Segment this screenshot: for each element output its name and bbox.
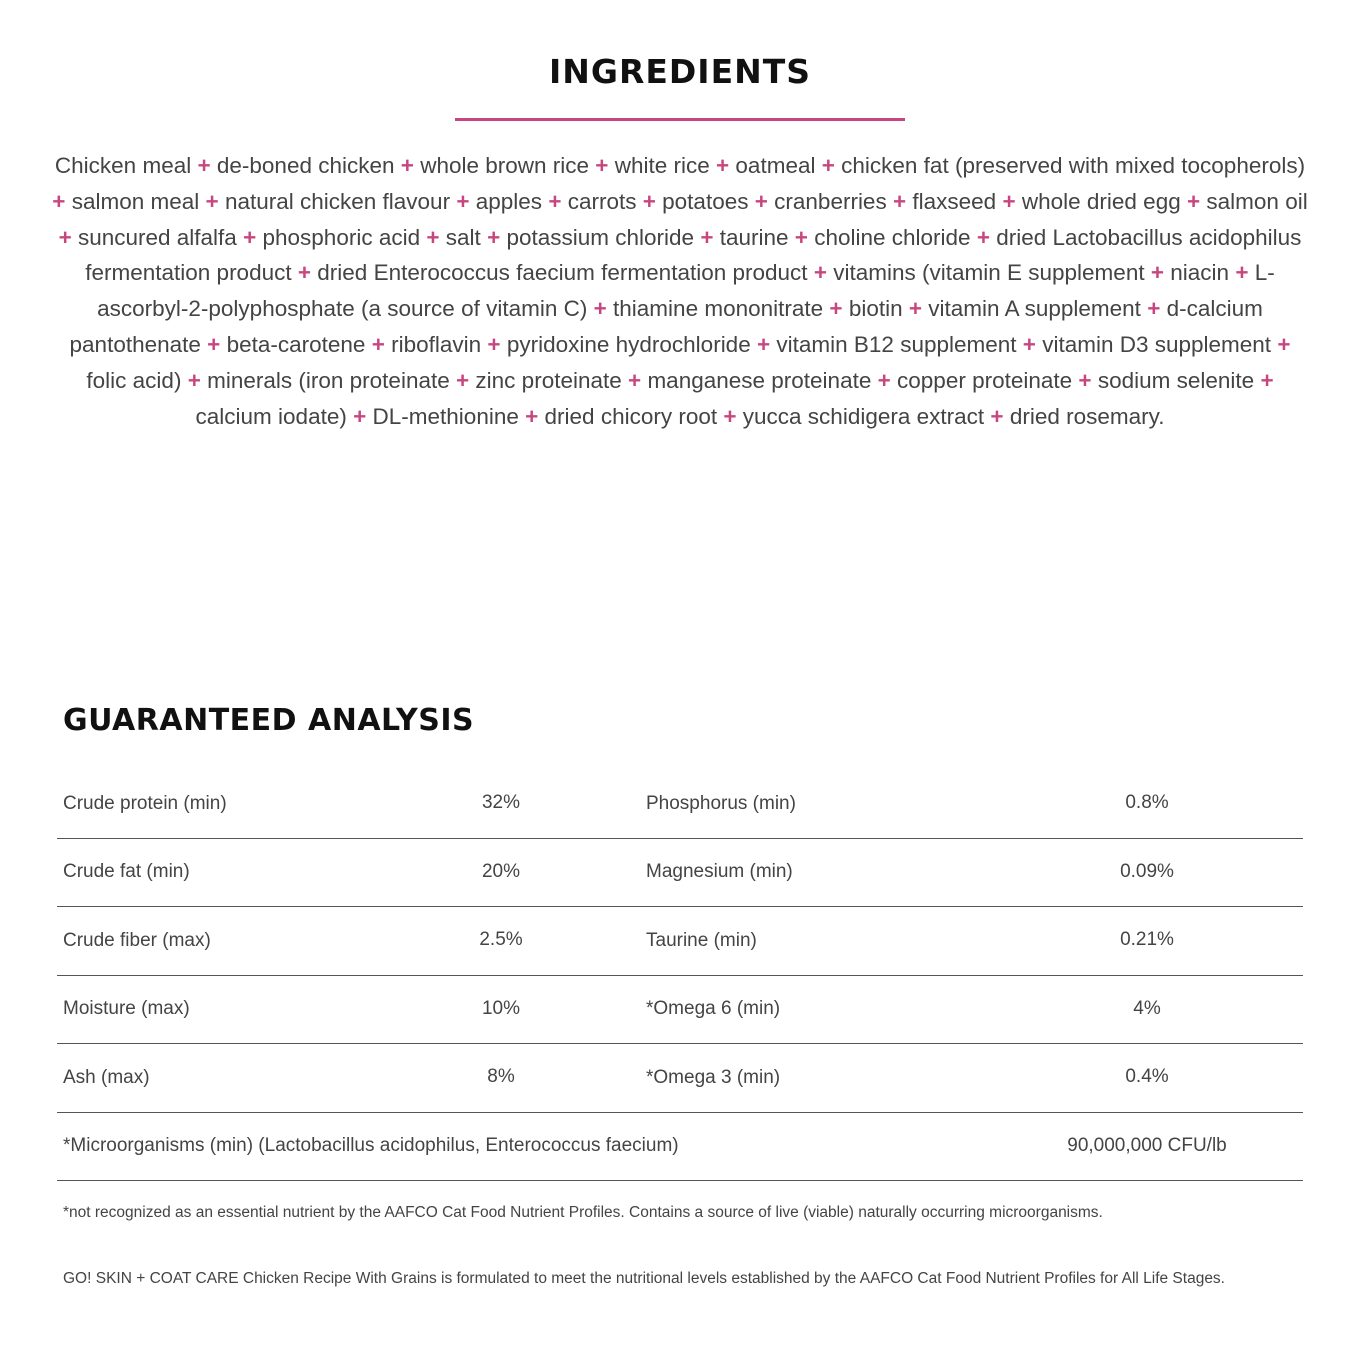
ingredient-item: natural chicken flavour xyxy=(224,188,451,214)
ingredient-item: salt xyxy=(445,224,481,250)
ingredient-item: vitamins (vitamin E supplement xyxy=(833,260,1145,286)
plus-separator: + xyxy=(426,224,440,250)
nutrient-value: 10% xyxy=(481,997,521,1019)
analysis-title: GUARANTEED ANALYSIS xyxy=(63,703,475,738)
ingredient-item: Chicken meal xyxy=(54,153,192,178)
plus-separator: + xyxy=(1002,188,1016,214)
nutrient-value: 8% xyxy=(487,1066,515,1088)
nutrient-value: 0.4% xyxy=(1125,1066,1169,1088)
nutrient-label: *Microorganisms (min) (Lactobacillus acidophilus, Enterococcus faecium) xyxy=(63,1135,679,1157)
ingredient-item: beta-carotene xyxy=(226,331,366,357)
ingredient-item: L-ascorbyl-2-polyphosphate (a source of vitamin C) xyxy=(97,260,1275,322)
nutrient-value: 4% xyxy=(1133,997,1161,1019)
plus-separator: + xyxy=(58,224,72,250)
table-row-microorganisms xyxy=(57,1113,1303,1182)
ingredient-item: vitamin A supplement xyxy=(928,296,1141,322)
ingredient-item: dried rosemary. xyxy=(1009,403,1165,429)
ingredient-item: whole dried egg xyxy=(1021,188,1181,214)
plus-separator: + xyxy=(628,367,642,393)
plus-separator: + xyxy=(297,260,312,286)
plus-separator: + xyxy=(716,153,730,178)
nutrient-value: 32% xyxy=(481,792,521,814)
nutrient-value: 0.09% xyxy=(1120,860,1174,882)
ingredient-item: calcium iodate) xyxy=(195,403,347,429)
plus-separator: + xyxy=(487,331,501,357)
plus-separator: + xyxy=(52,188,66,214)
table-row xyxy=(57,839,1303,908)
plus-separator: + xyxy=(892,188,907,214)
table-row xyxy=(57,770,1303,839)
nutrient-label: *Omega 6 (min) xyxy=(646,998,781,1020)
plus-separator: + xyxy=(456,367,470,393)
plus-separator: + xyxy=(1022,331,1036,357)
nutrient-label: Moisture (max) xyxy=(63,998,190,1020)
ingredient-item: dried chicory root xyxy=(544,403,718,429)
ingredient-item: dried Enterococcus faecium fermentation product xyxy=(317,260,808,286)
ingredient-item: minerals (iron proteinate xyxy=(207,367,450,393)
ingredient-item: phosphoric acid xyxy=(262,224,421,250)
plus-separator: + xyxy=(976,224,990,250)
nutrient-label: Magnesium (min) xyxy=(646,861,793,883)
ingredient-item: folic acid) xyxy=(86,367,182,393)
ingredient-item: white rice xyxy=(614,153,710,178)
plus-separator: + xyxy=(197,153,211,178)
ingredient-item: carrots xyxy=(567,188,637,214)
plus-separator: + xyxy=(593,296,607,322)
plus-separator: + xyxy=(1078,367,1092,393)
nutrient-value: 20% xyxy=(481,860,521,882)
ingredient-item: choline chloride xyxy=(814,224,971,250)
ingredient-item: salmon meal xyxy=(71,188,200,214)
plus-separator: + xyxy=(187,367,201,393)
ingredients-list xyxy=(50,148,1310,434)
ingredient-item: sodium selenite xyxy=(1097,367,1255,393)
ingredient-item: manganese proteinate xyxy=(647,367,872,393)
plus-separator: + xyxy=(829,296,843,322)
plus-separator: + xyxy=(877,367,891,393)
ingredients-title: INGREDIENTS xyxy=(548,52,812,91)
ingredient-item: de-boned chicken xyxy=(216,153,395,178)
plus-separator: + xyxy=(754,188,768,214)
plus-separator: + xyxy=(1260,367,1274,393)
ingredient-item: biotin xyxy=(848,296,903,322)
nutrient-label: Crude protein (min) xyxy=(63,792,227,814)
plus-separator: + xyxy=(1235,260,1249,286)
table-row xyxy=(57,907,1303,976)
plus-separator: + xyxy=(642,188,656,214)
nutrient-value: 2.5% xyxy=(479,929,523,951)
ingredient-item: d-calcium pantothenate xyxy=(69,296,1263,357)
table-row xyxy=(57,976,1303,1045)
table-row xyxy=(57,1044,1303,1113)
plus-separator: + xyxy=(595,153,609,178)
nutrient-label: *Omega 3 (min) xyxy=(646,1066,781,1088)
nutrient-label: Phosphorus (min) xyxy=(646,792,796,814)
plus-separator: + xyxy=(700,224,714,250)
ingredient-item: salmon oil xyxy=(1206,188,1308,214)
plus-separator: + xyxy=(207,331,221,357)
plus-separator: + xyxy=(1187,188,1201,214)
plus-separator: + xyxy=(794,224,808,250)
ingredient-item: whole brown rice xyxy=(420,153,590,178)
nutrient-label: Crude fat (min) xyxy=(63,861,190,883)
plus-separator: + xyxy=(371,331,385,357)
plus-separator: + xyxy=(723,403,737,429)
plus-separator: + xyxy=(525,403,539,429)
ingredient-item: taurine xyxy=(719,224,789,250)
nutrient-value: 0.8% xyxy=(1125,792,1169,814)
plus-separator: + xyxy=(456,188,470,214)
plus-separator: + xyxy=(548,188,562,214)
ingredient-item: vitamin D3 supplement xyxy=(1042,331,1272,357)
nutrient-label: Crude fiber (max) xyxy=(63,929,211,951)
ingredient-item: zinc proteinate xyxy=(475,367,622,393)
ingredient-item: cranberries xyxy=(774,188,887,214)
ingredient-item: thiamine mononitrate xyxy=(613,296,824,322)
ingredients-divider xyxy=(455,118,905,121)
nutrient-label: Taurine (min) xyxy=(646,929,757,951)
ingredient-item: vitamin B12 supplement xyxy=(776,331,1017,357)
ingredient-item: pyridoxine hydrochloride xyxy=(506,331,751,357)
plus-separator: + xyxy=(487,224,501,250)
ingredient-item: yucca schidigera extract xyxy=(742,403,985,429)
plus-separator: + xyxy=(990,403,1004,429)
plus-separator: + xyxy=(1150,260,1164,286)
plus-separator: + xyxy=(353,403,367,429)
ingredient-item: apples xyxy=(475,188,543,214)
ingredient-item: niacin xyxy=(1170,260,1230,286)
nutrient-value: 90,000,000 CFU/lb xyxy=(1067,1134,1227,1156)
analysis-table xyxy=(57,770,1303,1181)
footnote: *not recognized as an essential nutrient by the AAFCO Cat Food Nutrient Profiles. Contains a source of live (viable) naturally occurring microorganisms. xyxy=(63,1204,1103,1221)
ingredient-item: potatoes xyxy=(662,188,749,214)
plus-separator: + xyxy=(1147,296,1161,322)
ingredient-item: potassium chloride xyxy=(506,224,695,250)
ingredient-item: riboflavin xyxy=(391,331,482,357)
ingredient-item: oatmeal xyxy=(735,153,816,178)
plus-separator: + xyxy=(243,224,257,250)
ingredient-item: copper proteinate xyxy=(897,367,1073,393)
plus-separator: + xyxy=(205,188,219,214)
ingredient-item: dried Lactobacillus acidophilus fermentation product xyxy=(85,224,1302,286)
aafco-statement: GO! SKIN + COAT CARE Chicken Recipe With Grains is formulated to meet the nutritional levels established by the AAFCO Cat Food Nutrient Profiles for All Life Stages. xyxy=(63,1270,1225,1287)
plus-separator: + xyxy=(400,153,414,178)
ingredient-item: flaxseed xyxy=(912,188,997,214)
nutrient-label: Ash (max) xyxy=(63,1066,150,1088)
ingredient-item: suncured alfalfa xyxy=(77,224,237,250)
plus-separator: + xyxy=(756,331,771,357)
plus-separator: + xyxy=(813,260,827,286)
ingredient-item: chicken fat (preserved with mixed tocopherols) xyxy=(841,153,1306,178)
plus-separator: + xyxy=(1277,331,1291,357)
plus-separator: + xyxy=(821,153,835,178)
plus-separator: + xyxy=(908,296,923,322)
ingredient-item: DL-methionine xyxy=(372,403,519,429)
nutrient-value: 0.21% xyxy=(1120,929,1174,951)
